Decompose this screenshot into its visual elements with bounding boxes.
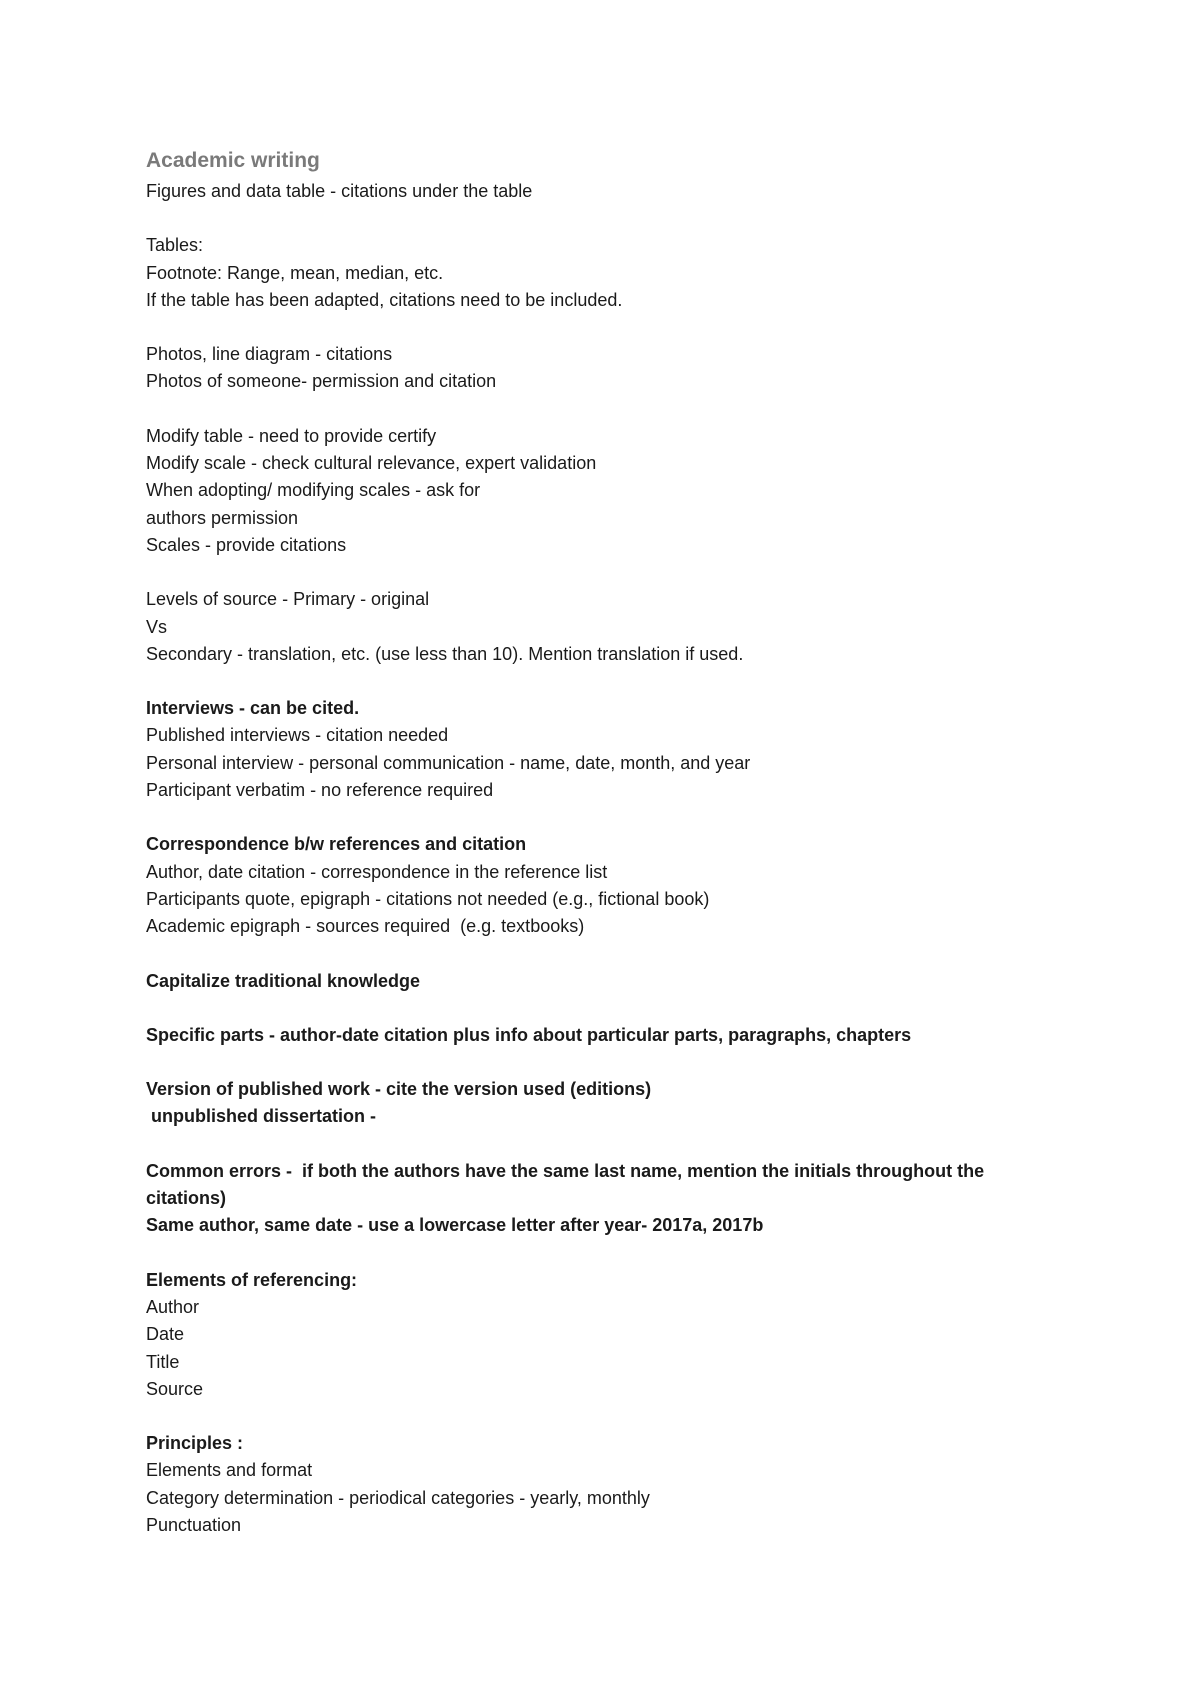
- text-line: Author: [146, 1296, 200, 1317]
- text-block: [146, 968, 1090, 995]
- heading-line: Specific parts - author-date citation plus info about particular parts, paragraphs, chapters: [146, 1024, 912, 1045]
- text-line: Scales - provide citations: [146, 534, 347, 555]
- heading-line: Principles :: [146, 1433, 244, 1454]
- text-line: Date: [146, 1324, 185, 1345]
- text-line: Title: [146, 1351, 180, 1372]
- text-line: Vs: [146, 616, 168, 637]
- text-line: Modify table - need to provide certify: [146, 425, 437, 446]
- heading-line: Elements of referencing:: [146, 1269, 358, 1290]
- text-block: [146, 1076, 1090, 1131]
- text-block: [146, 1158, 1090, 1240]
- text-block: [146, 1430, 1090, 1539]
- text-block: [146, 1267, 1090, 1403]
- text-line: Personal interview - personal communication - name, date, month, and year: [146, 752, 751, 773]
- text-block: [146, 341, 1090, 396]
- text-line: Elements and format: [146, 1460, 313, 1481]
- text-line: Category determination - periodical categories - yearly, monthly: [146, 1487, 650, 1508]
- text-block: [146, 232, 1090, 314]
- text-block: [146, 423, 1090, 559]
- text-line: Levels of source - Primary - original: [146, 589, 430, 610]
- text-line: Tables:: [146, 235, 204, 256]
- heading-line: Same author, same date - use a lowercase letter after year- 2017a, 2017b: [146, 1215, 764, 1236]
- heading-line: Version of published work - cite the version used (editions): [146, 1079, 652, 1100]
- text-line: Figures and data table - citations under the table: [146, 181, 533, 201]
- text-block: [146, 586, 1090, 668]
- document-title: Academic writing: [146, 149, 320, 172]
- text-block: [146, 831, 1090, 940]
- text-line: Participants quote, epigraph - citations not needed (e.g., fictional book): [146, 888, 710, 909]
- text-line: Participant verbatim - no reference required: [146, 780, 494, 801]
- text-block: [146, 178, 1090, 205]
- heading-line: unpublished dissertation -: [146, 1106, 377, 1127]
- text-line: If the table has been adapted, citations need to be included.: [146, 289, 623, 310]
- text-line: Photos of someone- permission and citation: [146, 371, 497, 392]
- text-line: Source: [146, 1378, 204, 1399]
- document-body: [146, 178, 1090, 1539]
- text-line: When adopting/ modifying scales - ask for: [146, 480, 481, 501]
- text-line: Academic epigraph - sources required (e.g. textbooks): [146, 916, 585, 937]
- heading-line: Correspondence b/w references and citation: [146, 834, 527, 855]
- heading-line: Common errors - if both the authors have the same last name, mention the initials throughout the: [146, 1160, 985, 1181]
- heading-line: Capitalize traditional knowledge: [146, 970, 421, 991]
- text-line: Modify scale - check cultural relevance, expert validation: [146, 453, 597, 474]
- text-line: Author, date citation - correspondence in the reference list: [146, 861, 608, 882]
- text-line: Photos, line diagram - citations: [146, 344, 393, 365]
- text-line: authors permission: [146, 507, 299, 528]
- text-line: Punctuation: [146, 1514, 242, 1535]
- text-block: [146, 695, 1090, 804]
- heading-line: citations): [146, 1188, 227, 1209]
- heading-line: Interviews - can be cited.: [146, 698, 360, 719]
- text-line: Secondary - translation, etc. (use less than 10). Mention translation if used.: [146, 643, 744, 664]
- text-line: Footnote: Range, mean, median, etc.: [146, 262, 444, 283]
- text-block: [146, 1022, 1090, 1049]
- text-line: Published interviews - citation needed: [146, 725, 449, 746]
